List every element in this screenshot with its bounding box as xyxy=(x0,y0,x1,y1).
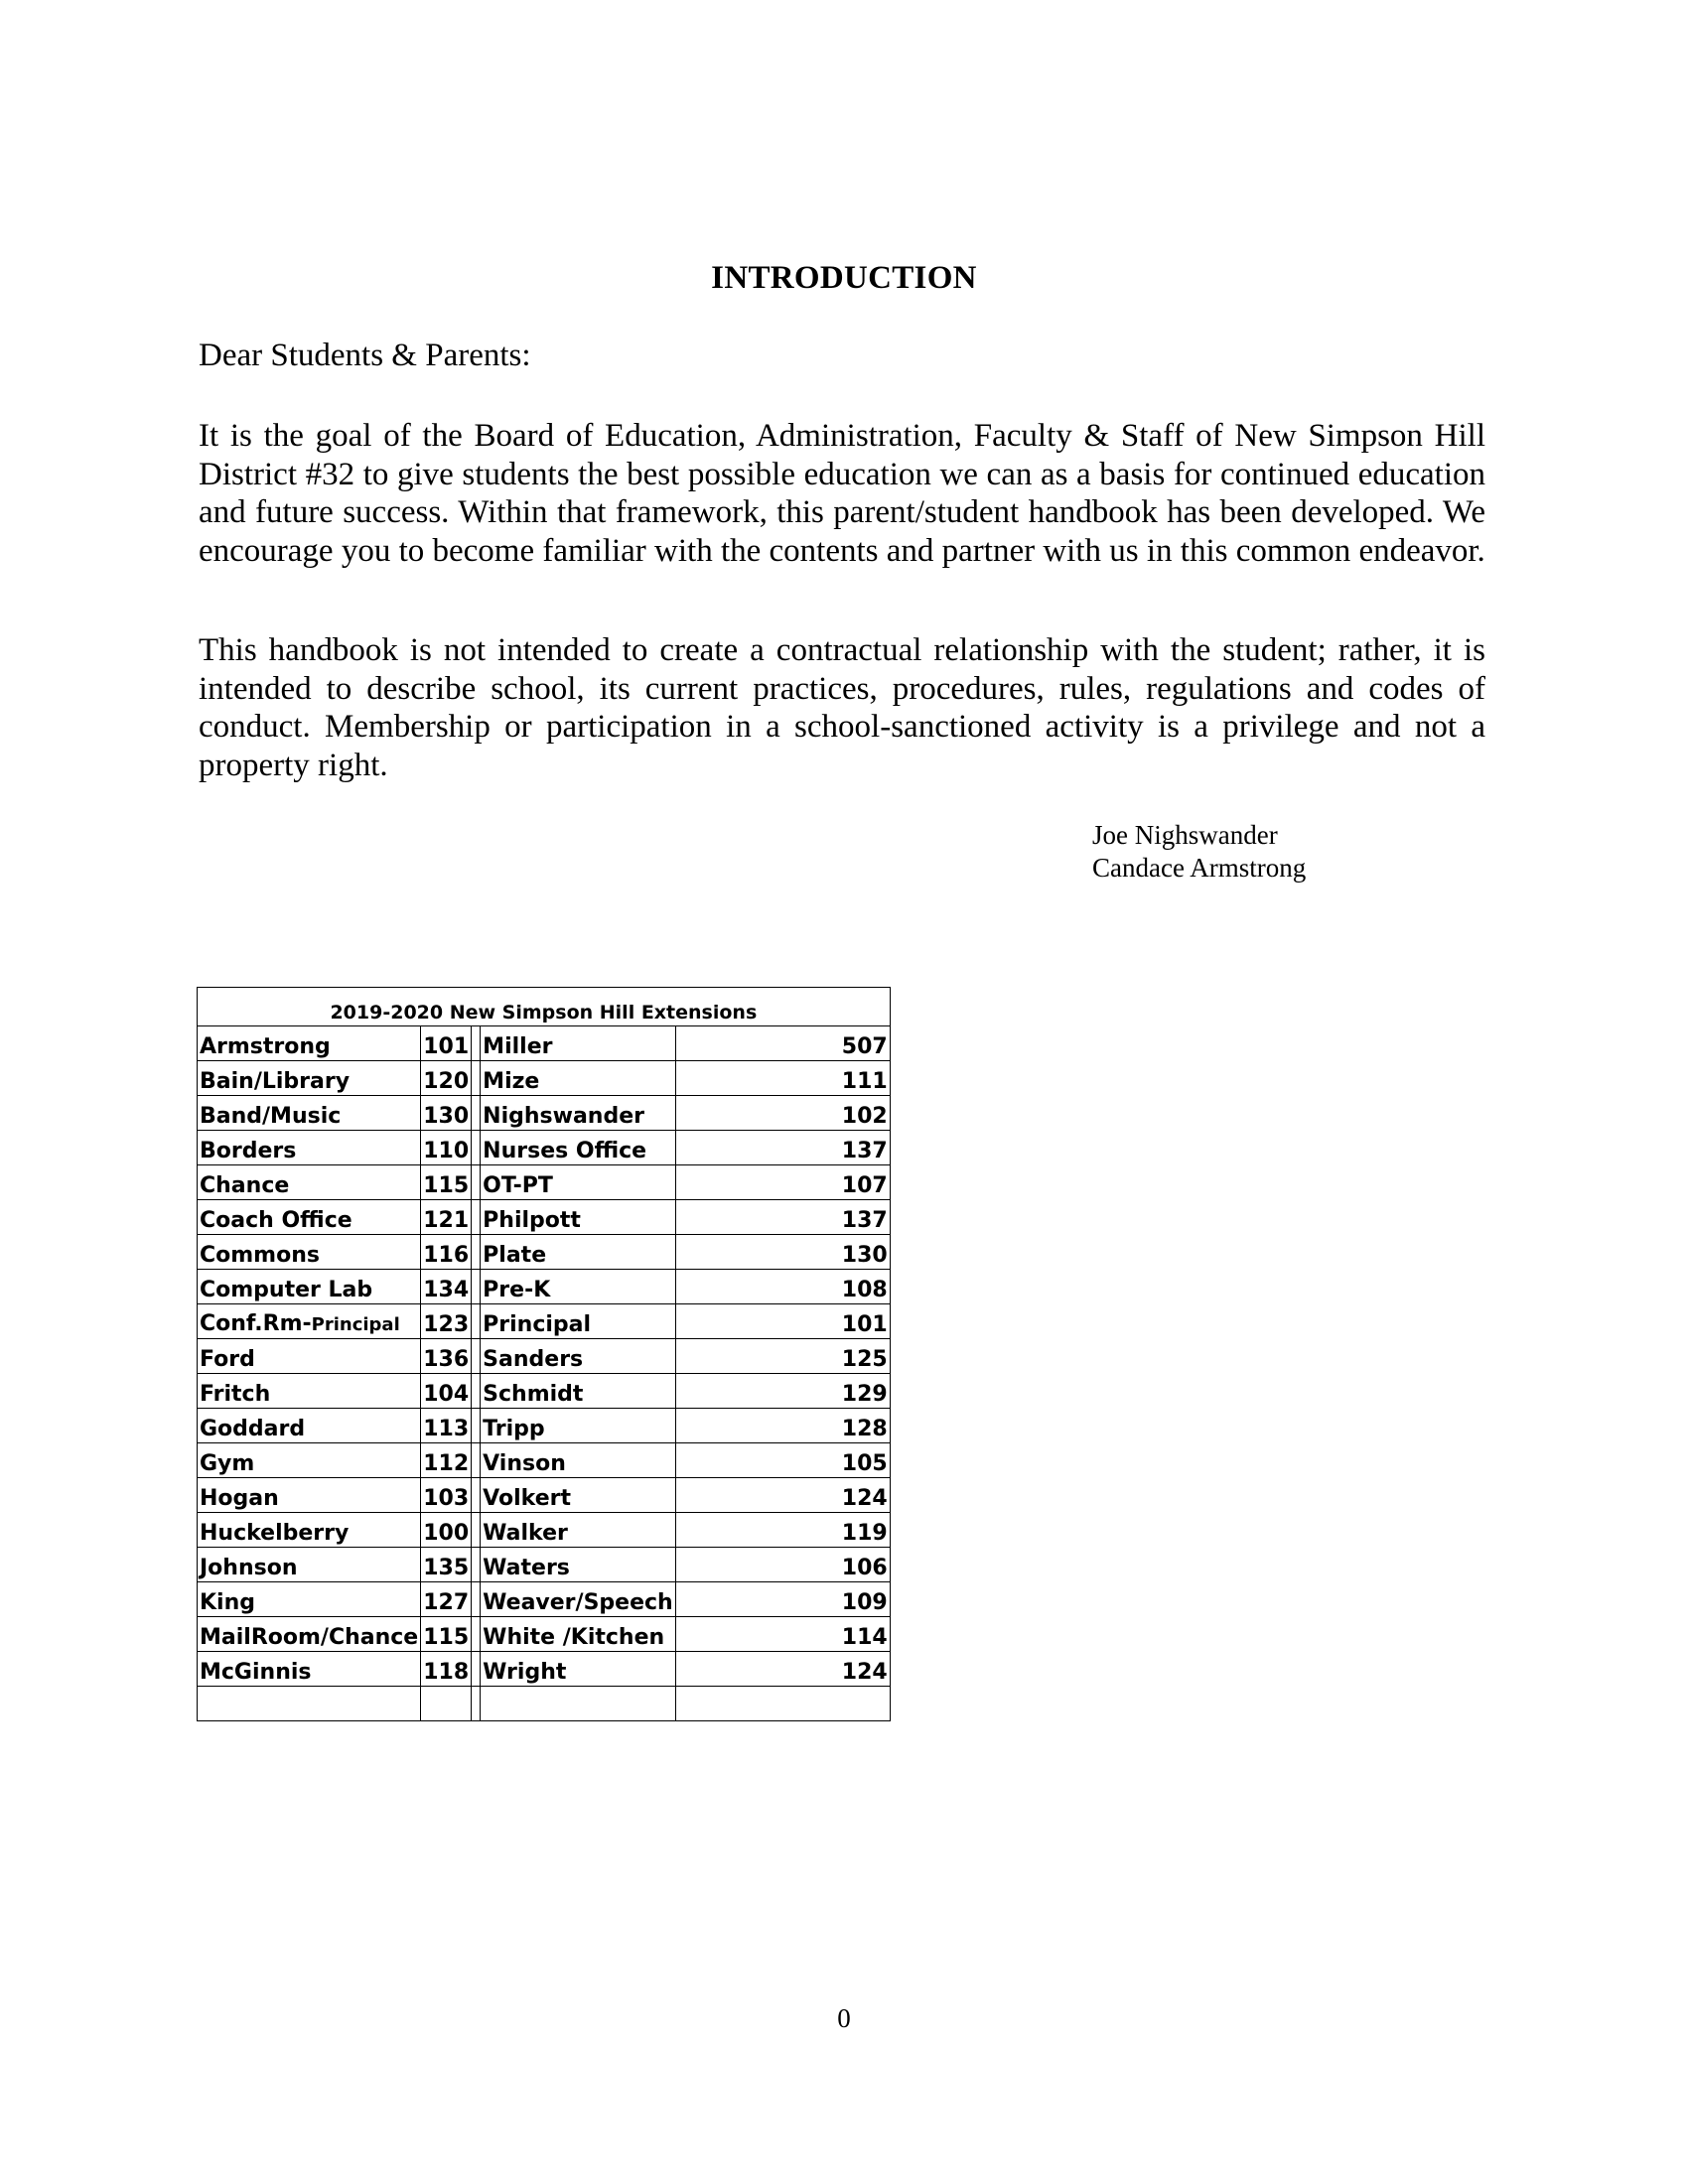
signature-name: Joe Nighswander xyxy=(1092,820,1278,850)
right-name: Vinson xyxy=(481,1443,676,1478)
column-divider xyxy=(472,1582,481,1617)
table-row xyxy=(198,1409,891,1443)
right-name: Waters xyxy=(481,1548,676,1582)
left-name: Johnson xyxy=(200,1556,298,1580)
salutation: Dear Students & Parents: xyxy=(199,338,531,373)
column-divider xyxy=(472,1270,481,1304)
table-row xyxy=(198,1513,891,1548)
left-extension: 104 xyxy=(421,1374,472,1409)
column-divider xyxy=(472,1026,481,1061)
left-name: Band/Music xyxy=(200,1104,342,1129)
left-name: Huckelberry xyxy=(200,1521,350,1546)
right-extension: 124 xyxy=(675,1652,890,1687)
left-name-cell xyxy=(198,1026,421,1061)
right-extension: 130 xyxy=(675,1235,890,1270)
table-row xyxy=(198,1304,891,1339)
left-name-cell xyxy=(198,1617,421,1652)
left-name: Armstrong xyxy=(200,1034,331,1059)
column-divider xyxy=(472,1304,481,1339)
right-extension: 137 xyxy=(675,1200,890,1235)
left-name: MailRoom/Chance xyxy=(200,1625,419,1650)
right-name: Weaver/Speech xyxy=(481,1582,676,1617)
left-name-cell xyxy=(198,1582,421,1617)
right-extension: 107 xyxy=(675,1165,890,1200)
right-extension: 137 xyxy=(675,1131,890,1165)
table-row xyxy=(198,1548,891,1582)
left-name-cell xyxy=(198,1270,421,1304)
left-extension: 136 xyxy=(421,1339,472,1374)
column-divider xyxy=(472,1235,481,1270)
table-row xyxy=(198,1061,891,1096)
left-extension: 115 xyxy=(421,1617,472,1652)
right-extension: 109 xyxy=(675,1582,890,1617)
right-extension: 106 xyxy=(675,1548,890,1582)
left-name-cell xyxy=(198,1443,421,1478)
right-name: Nighswander xyxy=(481,1096,676,1131)
table-row xyxy=(198,1096,891,1131)
left-name-cell xyxy=(198,1513,421,1548)
right-extension: 129 xyxy=(675,1374,890,1409)
right-name: Principal xyxy=(481,1304,676,1339)
left-name-cell xyxy=(198,1131,421,1165)
left-name: Conf.Rm- xyxy=(200,1311,312,1336)
right-name: Volkert xyxy=(481,1478,676,1513)
left-extension: 121 xyxy=(421,1200,472,1235)
column-divider xyxy=(472,1200,481,1235)
left-extension: 118 xyxy=(421,1652,472,1687)
right-name: OT-PT xyxy=(481,1165,676,1200)
column-divider xyxy=(472,1131,481,1165)
table-row xyxy=(198,1687,891,1721)
table-row xyxy=(198,1582,891,1617)
table-row xyxy=(198,1026,891,1061)
table-row xyxy=(198,1374,891,1409)
column-divider xyxy=(472,1617,481,1652)
left-extension: 123 xyxy=(421,1304,472,1339)
table-row xyxy=(198,1652,891,1687)
right-name: Plate xyxy=(481,1235,676,1270)
table-row xyxy=(198,1617,891,1652)
left-extension: 103 xyxy=(421,1478,472,1513)
left-extension: 113 xyxy=(421,1409,472,1443)
left-name-cell xyxy=(198,1652,421,1687)
right-name xyxy=(481,1687,676,1721)
table-title: 2019-2020 New Simpson Hill Extensions xyxy=(198,988,891,1026)
right-name: Pre-K xyxy=(481,1270,676,1304)
left-extension: 112 xyxy=(421,1443,472,1478)
left-extension: 101 xyxy=(421,1026,472,1061)
column-divider xyxy=(472,1096,481,1131)
left-name: Coach Office xyxy=(200,1208,352,1233)
table-row xyxy=(198,1165,891,1200)
left-extension: 127 xyxy=(421,1582,472,1617)
right-name: White /Kitchen xyxy=(481,1617,676,1652)
right-extension: 507 xyxy=(675,1026,890,1061)
right-name: Wright xyxy=(481,1652,676,1687)
left-name: Chance xyxy=(200,1173,290,1198)
left-name: Fritch xyxy=(200,1382,271,1407)
signature-block xyxy=(1092,819,1306,885)
left-name: Ford xyxy=(200,1347,255,1372)
right-name: Mize xyxy=(481,1061,676,1096)
left-name-cell xyxy=(198,1235,421,1270)
right-extension: 108 xyxy=(675,1270,890,1304)
table-title-row xyxy=(198,988,891,1026)
left-name-cell xyxy=(198,1165,421,1200)
left-name: Bain/Library xyxy=(200,1069,351,1094)
left-name-cell xyxy=(198,1339,421,1374)
table-row xyxy=(198,1200,891,1235)
left-name: Hogan xyxy=(200,1486,279,1511)
left-extension: 134 xyxy=(421,1270,472,1304)
left-name-cell xyxy=(198,1200,421,1235)
table-body xyxy=(198,1026,891,1721)
left-name: Gym xyxy=(200,1451,255,1476)
right-extension: 105 xyxy=(675,1443,890,1478)
left-extension: 135 xyxy=(421,1548,472,1582)
left-name-cell xyxy=(198,1548,421,1582)
left-name-cell xyxy=(198,1061,421,1096)
left-name: Commons xyxy=(200,1243,320,1268)
left-extension: 110 xyxy=(421,1131,472,1165)
right-extension: 111 xyxy=(675,1061,890,1096)
right-name: Tripp xyxy=(481,1409,676,1443)
left-extension: 100 xyxy=(421,1513,472,1548)
right-name: Nurses Office xyxy=(481,1131,676,1165)
left-name-cell xyxy=(198,1374,421,1409)
left-name-cell xyxy=(198,1304,421,1339)
right-extension: 119 xyxy=(675,1513,890,1548)
left-extension xyxy=(421,1687,472,1721)
table-row xyxy=(198,1270,891,1304)
intro-paragraph-1: It is the goal of the Board of Education, Administration, Faculty & Staff of New Simpson Hill District #32 to give students the best possible education we can as a basis for continued education and future success. Within that framework, this parent/student handbook has been developed. We encourage you to become familiar with the contents and partner with us in this common endeavor. xyxy=(199,418,1485,569)
right-name: Miller xyxy=(481,1026,676,1061)
left-name: Goddard xyxy=(200,1417,306,1441)
intro-paragraph-2: This handbook is not intended to create a contractual relationship with the student; rather, it is intended to describe school, its current practices, procedures, rules, regulations and codes of conduct. Membership or participation in a school-sanctioned activity is a privilege and not a property right. xyxy=(199,632,1485,783)
right-extension: 125 xyxy=(675,1339,890,1374)
left-name-cell xyxy=(198,1096,421,1131)
right-name: Philpott xyxy=(481,1200,676,1235)
page-heading: INTRODUCTION xyxy=(711,260,977,296)
right-name: Sanders xyxy=(481,1339,676,1374)
left-name-suffix: Principal xyxy=(311,1314,400,1335)
column-divider xyxy=(472,1478,481,1513)
left-extension: 130 xyxy=(421,1096,472,1131)
column-divider xyxy=(472,1687,481,1721)
left-name: Borders xyxy=(200,1139,297,1163)
left-name: King xyxy=(200,1590,255,1615)
left-name: McGinnis xyxy=(200,1660,312,1685)
page-number: 0 xyxy=(837,2003,851,2033)
left-extension: 115 xyxy=(421,1165,472,1200)
table-row xyxy=(198,1339,891,1374)
right-extension: 101 xyxy=(675,1304,890,1339)
column-divider xyxy=(472,1513,481,1548)
extensions-table xyxy=(197,987,891,1721)
column-divider xyxy=(472,1339,481,1374)
column-divider xyxy=(472,1652,481,1687)
signature-name: Candace Armstrong xyxy=(1092,853,1307,883)
right-name: Walker xyxy=(481,1513,676,1548)
column-divider xyxy=(472,1374,481,1409)
right-extension: 102 xyxy=(675,1096,890,1131)
right-extension: 128 xyxy=(675,1409,890,1443)
table-row xyxy=(198,1131,891,1165)
right-extension xyxy=(675,1687,890,1721)
left-extension: 120 xyxy=(421,1061,472,1096)
right-extension: 114 xyxy=(675,1617,890,1652)
column-divider xyxy=(472,1409,481,1443)
left-name-cell xyxy=(198,1687,421,1721)
column-divider xyxy=(472,1061,481,1096)
left-name: Computer Lab xyxy=(200,1278,373,1302)
left-name-cell xyxy=(198,1409,421,1443)
left-extension: 116 xyxy=(421,1235,472,1270)
left-name-cell xyxy=(198,1478,421,1513)
column-divider xyxy=(472,1548,481,1582)
right-extension: 124 xyxy=(675,1478,890,1513)
right-name: Schmidt xyxy=(481,1374,676,1409)
table-row xyxy=(198,1478,891,1513)
table-row xyxy=(198,1443,891,1478)
table-row xyxy=(198,1235,891,1270)
column-divider xyxy=(472,1443,481,1478)
column-divider xyxy=(472,1165,481,1200)
